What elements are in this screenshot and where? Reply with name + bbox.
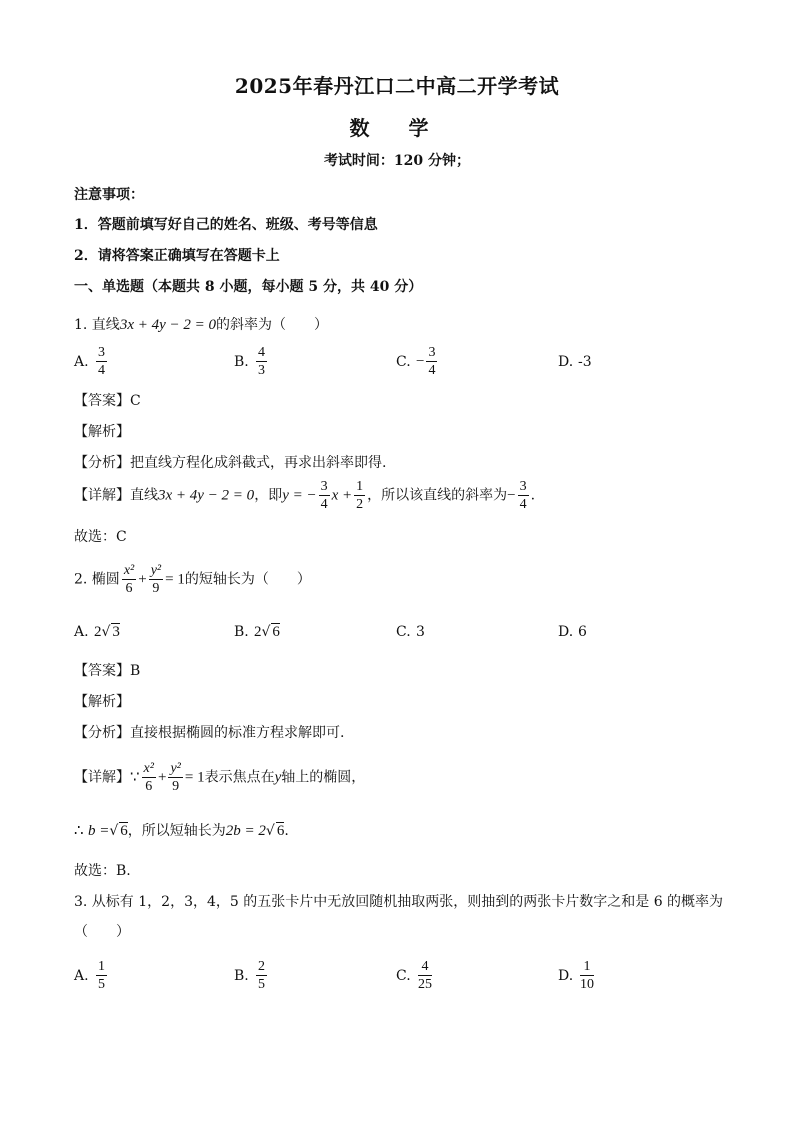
axis-variable: y bbox=[274, 769, 282, 786]
q1-option-a bbox=[74, 344, 109, 379]
option-value: 6 bbox=[578, 624, 587, 640]
q3-option-c bbox=[396, 958, 434, 993]
note-item: 1．答题前填写好自己的姓名、班级、考号等信息 bbox=[74, 217, 378, 233]
question-3-line-2: （ ） bbox=[74, 924, 130, 940]
fraction-numerator: 4 bbox=[258, 345, 265, 360]
fraction-denominator: 3 bbox=[258, 363, 265, 378]
detail-x-plus: x + bbox=[331, 487, 353, 504]
q1-fenxi: 【分析】把直线方程化成斜截式，再求出斜率即得. bbox=[74, 455, 387, 471]
fraction-denominator: 4 bbox=[519, 497, 527, 512]
fraction-numerator: y² bbox=[150, 563, 162, 578]
option-label: D. bbox=[558, 354, 574, 370]
option-label: D. bbox=[558, 624, 574, 640]
notes-heading: 注意事项： bbox=[74, 187, 144, 203]
b-equation: b = bbox=[88, 823, 110, 839]
result-end: . bbox=[284, 823, 289, 839]
coefficient: 2 bbox=[94, 624, 102, 640]
option-label: D. bbox=[558, 967, 574, 984]
because-symbol: ∵ bbox=[130, 769, 140, 786]
note-item: 2．请将答案正确填写在答题卡上 bbox=[74, 248, 280, 264]
question-2 bbox=[74, 562, 311, 597]
fraction-numerator: 2 bbox=[258, 959, 265, 974]
q2-analysis-label: 【解析】 bbox=[74, 694, 130, 710]
q1-detail: 【详解】直线3x + 4y − 2 = 0，即y = − $\frac{3}{4}$ x + $\frac{1}{2}$ ，所以该直线的斜率为− $\frac{3}{4}$ . bbox=[74, 479, 536, 512]
q2-option-c bbox=[396, 624, 425, 640]
q1-analysis-label: 【解析】 bbox=[74, 424, 130, 440]
radicand: 6 bbox=[120, 823, 128, 839]
detail-equation: 3x + 4y − 2 = 0 bbox=[158, 487, 255, 504]
fraction-numerator: 3 bbox=[519, 479, 527, 494]
detail-tail: 轴上的椭圆， bbox=[281, 769, 366, 786]
fraction-denominator: 9 bbox=[152, 581, 160, 596]
question-1 bbox=[74, 314, 328, 334]
q1-prefix: 1. 直线 bbox=[74, 317, 120, 333]
equals-one: = 1 bbox=[184, 769, 205, 786]
subject-title: 数 学 bbox=[349, 116, 445, 140]
fraction-numerator: 3 bbox=[428, 345, 436, 360]
q2-choice: 故选：B. bbox=[74, 863, 131, 879]
detail-mid: ，即 bbox=[254, 487, 283, 504]
exam-title: 2025年春丹江口二中高二开学考试 bbox=[234, 74, 560, 98]
therefore-symbol: ∴ bbox=[74, 823, 84, 839]
option-label: B. bbox=[234, 353, 249, 370]
detail-prefix: 【详解】直线 bbox=[74, 487, 158, 504]
fraction-numerator: 1 bbox=[356, 479, 364, 494]
fraction-denominator: 4 bbox=[98, 363, 105, 378]
fraction-denominator: 6 bbox=[125, 581, 133, 596]
fraction-denominator: 9 bbox=[172, 779, 180, 794]
q1-suffix: 的斜率为（ ） bbox=[216, 317, 328, 333]
option-label: A. bbox=[74, 353, 89, 370]
plus-sign: + bbox=[157, 769, 167, 786]
q3-option-b bbox=[234, 958, 269, 993]
q1-option-d bbox=[558, 354, 592, 370]
fraction-numerator: x² bbox=[143, 761, 154, 776]
q1-option-c bbox=[396, 344, 439, 379]
q2-option-b: B. 2√ 6 bbox=[234, 624, 280, 640]
q2-answer: 【答案】B bbox=[74, 663, 141, 679]
coefficient: 2 bbox=[254, 624, 262, 640]
fraction-numerator: x² bbox=[123, 563, 135, 578]
equals-one: = 1 bbox=[165, 571, 185, 588]
exam-time: 考试时间：120 分钟； bbox=[323, 153, 471, 169]
option-value: -3 bbox=[578, 354, 592, 370]
q2-detail bbox=[74, 760, 365, 795]
q2-prefix: 2. 椭圆 bbox=[74, 571, 120, 588]
plus-sign: + bbox=[138, 571, 147, 588]
minus-sign: − bbox=[416, 353, 425, 370]
fraction-denominator: 4 bbox=[320, 497, 328, 512]
section-heading: 一、单选题（本题共 8 小题，每小题 5 分，共 40 分） bbox=[74, 279, 423, 295]
option-label: C. bbox=[396, 967, 411, 984]
q2-fenxi: 【分析】直接根据椭圆的标准方程求解即可. bbox=[74, 725, 345, 741]
option-label: B. bbox=[234, 967, 249, 984]
option-label: A. bbox=[74, 967, 89, 984]
detail-tail: ，所以该直线的斜率为 bbox=[367, 487, 508, 504]
fraction-numerator: 1 bbox=[98, 959, 105, 974]
fraction-denominator: 6 bbox=[145, 779, 153, 794]
q1-choice: 故选：C bbox=[74, 529, 127, 545]
fraction-numerator: 3 bbox=[320, 479, 328, 494]
fraction-denominator: 5 bbox=[98, 977, 105, 992]
minus-sign: − bbox=[507, 487, 516, 504]
fraction-numerator: y² bbox=[170, 761, 181, 776]
fraction-denominator: 5 bbox=[258, 977, 265, 992]
q1-equation: 3x + 4y − 2 = 0 bbox=[119, 317, 216, 333]
result-equation: 2b = 2 bbox=[225, 823, 266, 839]
result-text: ，所以短轴长为 bbox=[127, 823, 226, 839]
question-3-line-1: 3. 从标有 1，2，3，4，5 的五张卡片中无放回随机抽取两张，则抽到的两张卡片数字之和是 6 的概率为 bbox=[74, 894, 724, 910]
q3-option-a bbox=[74, 958, 109, 993]
option-label: B. bbox=[234, 624, 249, 640]
fraction-denominator: 25 bbox=[418, 977, 432, 992]
q2-therefore: ∴ b =√ 6，所以短轴长为2b = 2√ 6. bbox=[74, 823, 289, 839]
detail-mid: 表示焦点在 bbox=[204, 769, 275, 786]
q2-option-a: A. 2√ 3 bbox=[74, 624, 120, 640]
option-label: A. bbox=[74, 624, 89, 640]
q3-option-d bbox=[558, 958, 596, 993]
option-label: C. bbox=[396, 624, 411, 640]
q2-option-d bbox=[558, 624, 587, 640]
detail-y: y = − bbox=[282, 487, 317, 504]
fraction-denominator: 4 bbox=[428, 363, 436, 378]
option-value: 3 bbox=[416, 624, 425, 640]
fraction-denominator: 2 bbox=[356, 497, 364, 512]
fraction-numerator: 1 bbox=[580, 958, 594, 976]
fraction-denominator: 10 bbox=[580, 977, 594, 992]
detail-prefix: 【详解】 bbox=[74, 769, 130, 786]
radicand: 3 bbox=[112, 624, 120, 640]
fraction-numerator: 4 bbox=[418, 958, 432, 976]
q1-answer: 【答案】C bbox=[74, 393, 141, 409]
radicand: 6 bbox=[272, 624, 280, 640]
fraction-numerator: 3 bbox=[98, 345, 105, 360]
option-label: C. bbox=[396, 353, 411, 370]
q1-option-b bbox=[234, 344, 269, 379]
radicand: 6 bbox=[276, 823, 285, 839]
q2-suffix: 的短轴长为（ ） bbox=[184, 571, 311, 588]
